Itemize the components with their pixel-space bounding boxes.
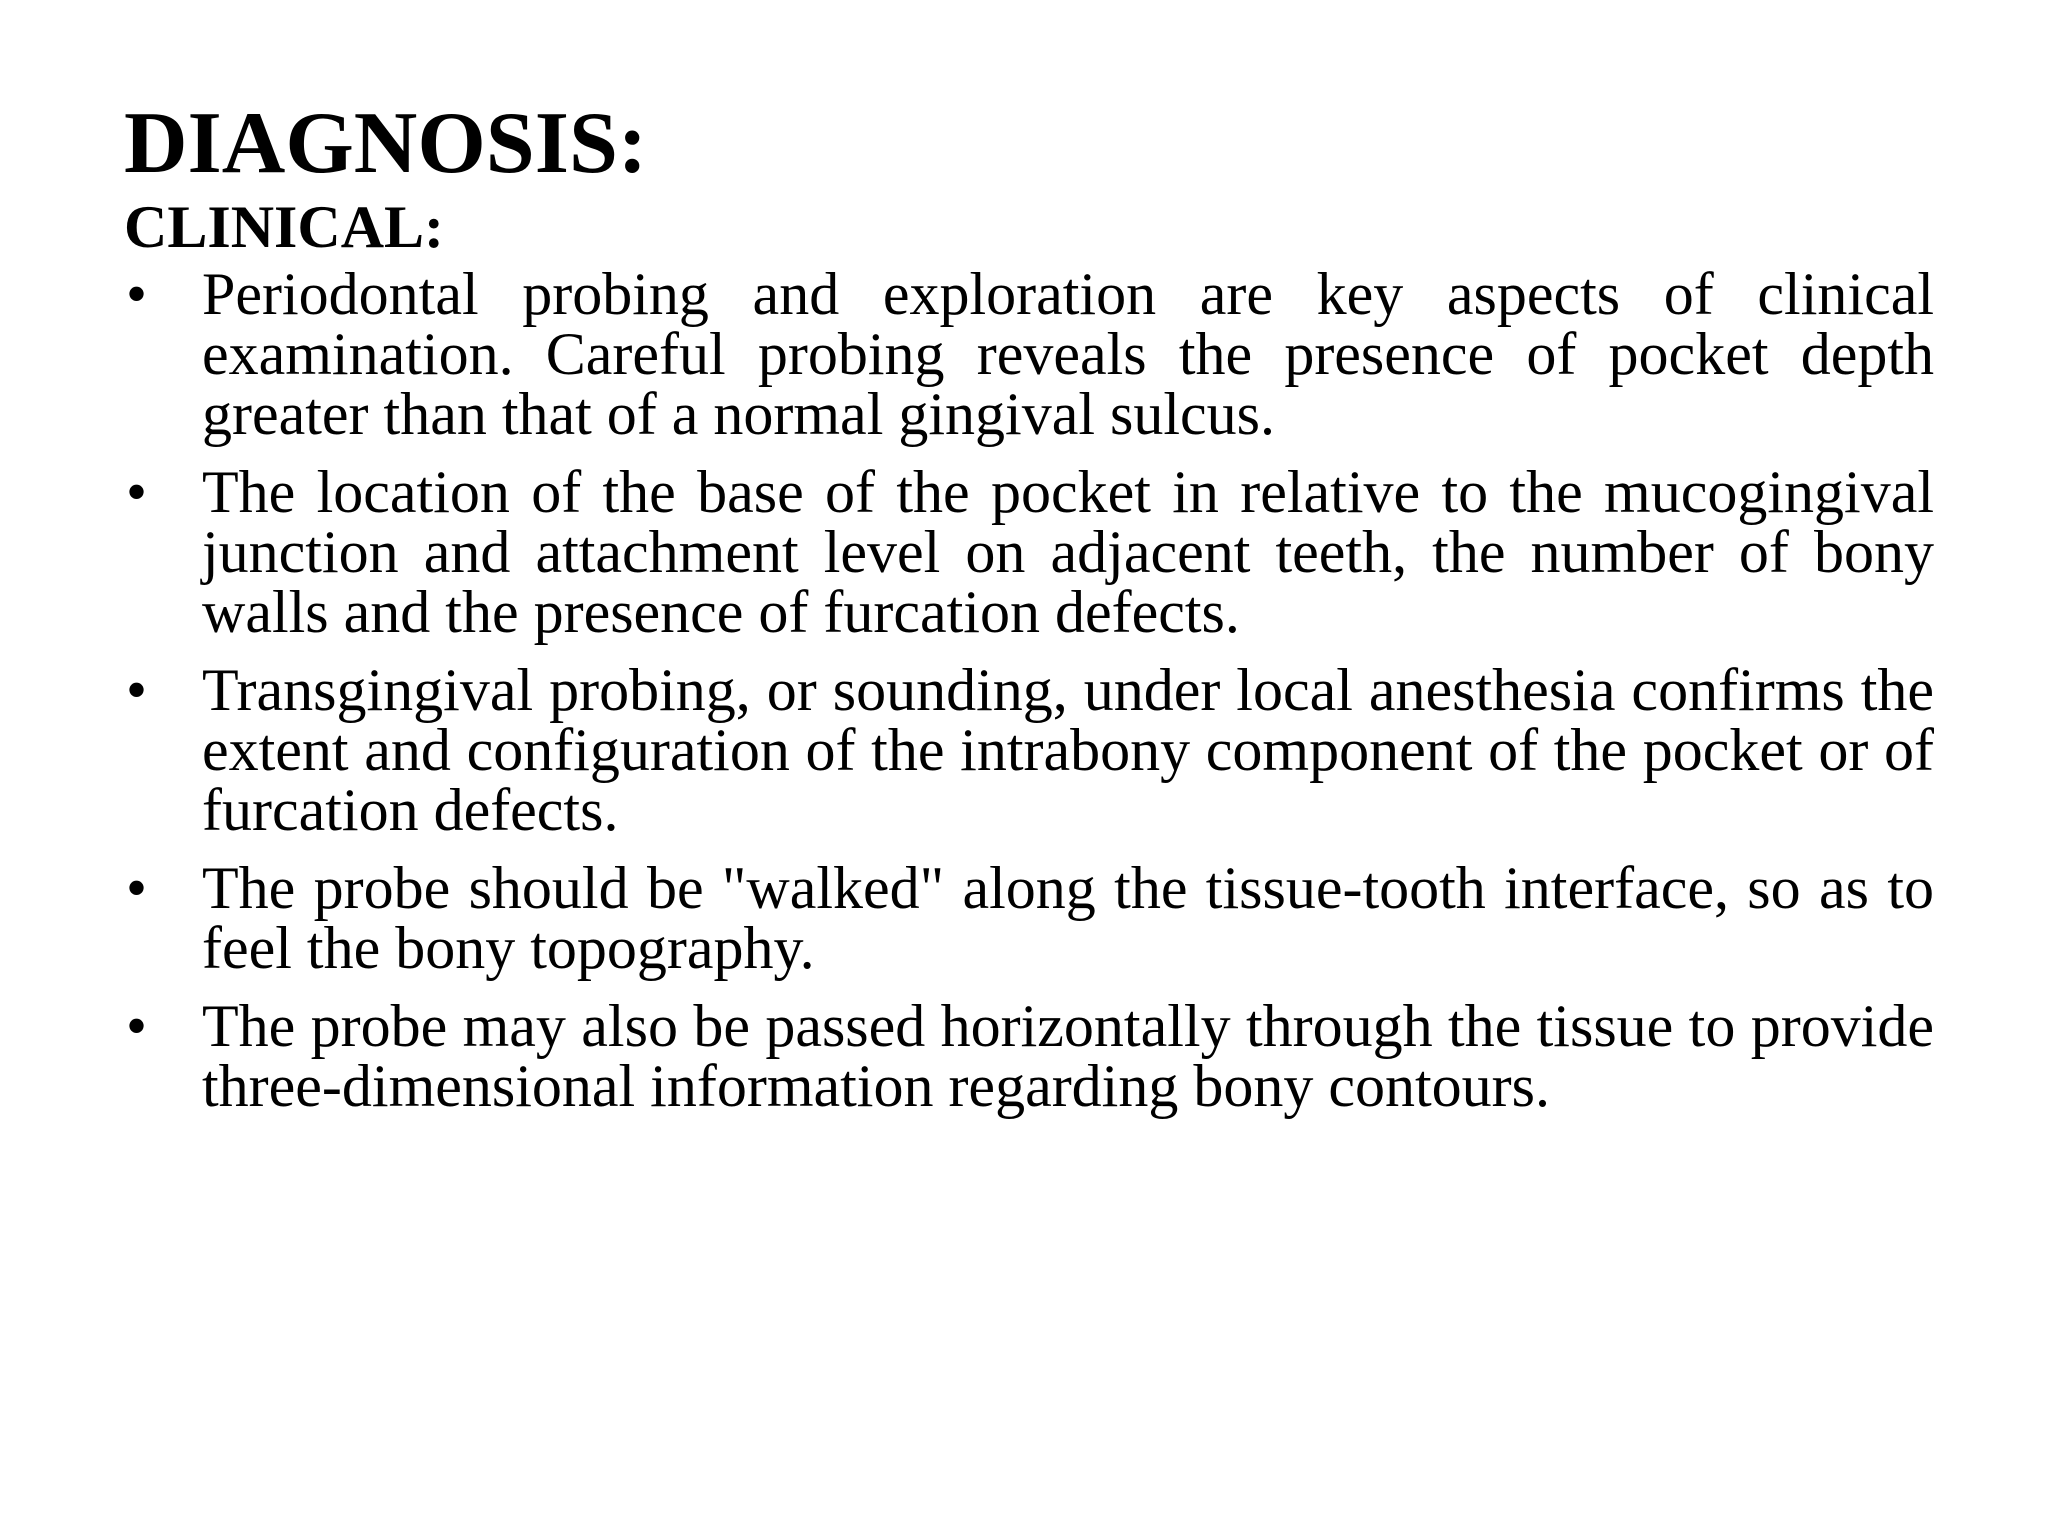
slide-content	[124, 95, 1934, 1134]
bullet-icon: •	[126, 993, 148, 1059]
bullet-text: Periodontal probing and exploration are key aspects of clinical examination. Careful probing reveals the presence of pocket depth greater than that of a normal gingival sulcus.	[202, 261, 1934, 447]
bullet-icon: •	[126, 459, 148, 525]
bullet-text: Transgingival probing, or sounding, under local anesthesia confirms the extent and configuration of the intrabony component of the pocket or of furcation defects.	[202, 657, 1934, 843]
bullet-item	[124, 261, 1934, 447]
section-subtitle: CLINICAL:	[124, 194, 445, 260]
bullet-icon: •	[126, 657, 148, 723]
bullet-item	[124, 459, 1934, 645]
bullet-item	[124, 993, 1934, 1119]
bullet-list	[124, 261, 1934, 1119]
bullet-text: The location of the base of the pocket in relative to the mucogingival junction and attachment level on adjacent teeth, the number of bony walls and the presence of furcation defects.	[202, 459, 1934, 645]
bullet-item	[124, 855, 1934, 981]
bullet-text: The probe should be "walked" along the tissue-tooth interface, so as to feel the bony topography.	[202, 855, 1934, 981]
bullet-item	[124, 657, 1934, 843]
bullet-icon: •	[126, 855, 148, 921]
bullet-text: The probe may also be passed horizontally through the tissue to provide three-dimensional information regarding bony contours.	[202, 993, 1934, 1119]
bullet-icon: •	[126, 261, 148, 327]
slide-title: DIAGNOSIS:	[124, 95, 648, 192]
